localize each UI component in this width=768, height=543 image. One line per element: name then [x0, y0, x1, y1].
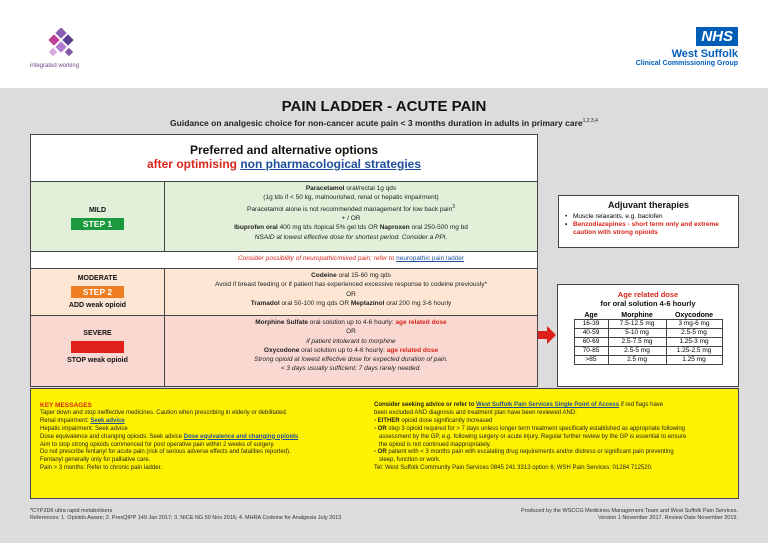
drug-oxycodone: Oxycodone	[263, 346, 300, 354]
mild-line-1	[165, 184, 537, 193]
oxycodone-cell: 1.25 mg	[666, 356, 722, 365]
age-cell: 70-85	[574, 347, 608, 356]
preferred-prefix: after optimising	[146, 157, 241, 171]
key-line	[374, 426, 732, 434]
morphine-cell: 2.5-5 mg	[608, 347, 666, 356]
key-text: - OR	[374, 425, 387, 432]
neuropathic-note	[165, 255, 537, 262]
key-line: Hepatic impairment: Seek advice	[40, 425, 128, 432]
moderate-action: ADD weak opioid	[68, 302, 127, 309]
neuropathic-row	[31, 252, 537, 269]
logo-tagline: integrated working	[30, 63, 80, 69]
key-line: Tel: West Suffolk Community Pain Services 0845 241 3313 option 6; WSH Pain Services: 01284 712520.	[374, 465, 653, 472]
severe-label	[31, 316, 165, 386]
page-subtitle	[0, 118, 768, 128]
drug-naproxen: Naproxen	[379, 224, 410, 232]
oxycodone-cell: 1.25-2.5 mg	[666, 347, 722, 356]
page-title: PAIN LADDER - ACUTE PAIN	[281, 98, 487, 115]
pain-services-link[interactable]: West Suffolk Pain Services Single Point of Access	[476, 402, 620, 408]
dose-equivalence-link[interactable]: Dose equivalence and changing opioids	[183, 433, 299, 440]
drug-tramadol: Tramadol	[250, 299, 280, 307]
references: References: 1. Opioids Aware; 2. PresQIPP 149 Jan 2017; 3. NICE NG 59 Nov 2016; 4. MHRA Codeine for Analgesia July 2013	[30, 515, 342, 521]
moderate-l4-mid: oral 50-100 mg qds OR	[279, 299, 351, 307]
severe-action: STOP weak opioid	[67, 357, 128, 364]
integrated-working-logo	[30, 28, 100, 74]
step-severe-row	[31, 316, 537, 386]
step-3-badge: STEP 3	[71, 341, 124, 353]
moderate-line-1	[165, 271, 537, 280]
key-text: step 3 opioid required for > 7 days unless longer term treatment specifically established as appropriate following	[386, 425, 686, 432]
header	[0, 0, 768, 88]
key-text: opioid dose significantly increased	[399, 417, 493, 424]
severe-line-6: < 3 days usually sufficient; 7 days rarely needed.	[280, 365, 422, 373]
table-row	[574, 338, 722, 347]
oxycodone-age-dose-link[interactable]: age related dose	[386, 346, 439, 354]
mild-line-5	[165, 223, 537, 232]
step-moderate-row	[31, 269, 537, 316]
org-subtitle: Clinical Commissioning Group	[635, 60, 738, 67]
moderate-body	[165, 269, 537, 315]
col-header: Age	[584, 312, 598, 319]
nhs-badge: NHS	[696, 27, 738, 46]
version: Version 1 November 2017. Review Date November 2019.	[597, 515, 738, 521]
integrated-working-icon	[44, 28, 78, 60]
age-cell: 60-69	[574, 338, 608, 347]
key-line: Fentanyl generally only for palliative care.	[40, 457, 151, 464]
key-line: Do not prescribe fentanyl for acute pain (risk of serious adverse effects and fatalities reported).	[40, 449, 291, 456]
key-text: Consider seeking advice or refer to	[374, 402, 477, 408]
age-cell: 16-39	[574, 320, 608, 329]
dose-table	[574, 312, 723, 365]
arrow-right-icon	[538, 326, 556, 344]
mild-l5-mid: 400 mg tds /topical 5% gel tds OR	[277, 224, 380, 232]
moderate-line-3: OR	[346, 290, 356, 298]
key-line: the opioid is not continued inappropriately.	[379, 441, 491, 448]
oxycodone-cell: 2.5-5 mg	[666, 329, 722, 338]
main-panel	[0, 88, 768, 543]
moderate-l1-rest: oral 15-60 mg qds	[336, 272, 391, 279]
drug-ibuprofen: Ibuprofen oral	[234, 224, 278, 232]
key-line: Pain > 3 months: Refer to chronic pain ladder.	[40, 465, 162, 472]
severity-name: MILD	[88, 207, 107, 214]
moderate-line-4	[165, 299, 537, 308]
mild-l1-rest: oral/rectal 1g qds	[344, 185, 397, 192]
key-text: Renal impairment:	[40, 417, 91, 424]
key-text: patient with < 3 months pain with escalating drug requirements and/or distress or significant pain preventing	[386, 449, 674, 456]
pain-ladder	[30, 134, 538, 387]
key-line: been excluded AND diagnosis and treatment plan have been reviewed AND:	[374, 409, 577, 416]
adjuvant-item: • Muscle relaxants, e.g. baclofen	[565, 213, 732, 221]
morphine-cell: 2.5-7.5 mg	[608, 338, 666, 347]
neuropathic-ladder-link[interactable]: neuropathic pain ladder	[396, 255, 465, 262]
key-text: Dose equivalence and changing opioids: Seek advice	[40, 433, 184, 440]
mild-line-2: (1g tds if < 50 kg, malnourished, renal or hepatic impairment)	[263, 194, 439, 202]
severe-l4-rest: oral solution up to 4-6 hourly:	[299, 346, 387, 354]
subtitle-refs: 1,2,3,4	[582, 118, 598, 125]
table-row	[574, 329, 722, 338]
org-name: West Suffolk	[671, 48, 738, 60]
preferred-options	[31, 135, 537, 182]
severity-name: SEVERE	[83, 330, 112, 337]
oxycodone-cell: 3 mg-6 mg	[666, 320, 722, 329]
key-text: - OR	[374, 449, 387, 456]
mild-body	[165, 182, 537, 251]
key-line	[374, 449, 732, 457]
oxycodone-cell: 1.25-3 mg	[666, 338, 722, 347]
severity-name: MODERATE	[77, 275, 118, 282]
adjuvant-list	[565, 213, 732, 237]
neuro-text: Consider possibility of neuropathic/mixed pain; refer to	[237, 255, 397, 262]
col-header: Oxycodone	[674, 312, 714, 319]
morphine-cell: 5-10 mg	[608, 329, 666, 338]
footer-left	[30, 508, 341, 522]
age-related-dose-table	[557, 284, 739, 387]
key-line: Taper down and stop ineffective medicines. Caution when prescribing in elderly or debilitated.	[40, 409, 288, 416]
age-table-subtitle: for oral solution 4-6 hourly	[600, 299, 696, 308]
mild-label	[31, 182, 165, 251]
age-cell: >85	[574, 356, 608, 365]
morphine-age-dose-link[interactable]: age related dose	[395, 319, 447, 326]
severe-line-4	[165, 346, 537, 355]
produced-by: Produced by the WSCCG Medicines Management Team and West Suffolk Pain Services.	[520, 508, 738, 514]
preferred-heading: Preferred and alternative options	[189, 143, 379, 157]
age-cell: 40-59	[574, 329, 608, 338]
severe-body	[165, 316, 537, 386]
table-row	[574, 356, 722, 365]
severe-line-3: if patient intolerant to morphine	[306, 337, 396, 345]
non-pharma-link[interactable]: non pharmacological strategies	[240, 157, 422, 171]
mild-line-3	[165, 203, 537, 214]
step-mild-row	[31, 182, 537, 252]
moderate-label	[31, 269, 165, 315]
col-header: Morphine	[621, 312, 653, 319]
drug-paracetamol: Paracetamol	[305, 185, 345, 192]
severe-line-2: OR	[346, 328, 356, 336]
key-line	[374, 402, 732, 410]
severe-l1-rest: oral solution up to 4-6 hourly:	[307, 319, 396, 326]
key-messages-left	[40, 402, 370, 473]
preferred-subheading	[31, 157, 537, 171]
subtitle-text: Guidance on analgesic choice for non-cancer acute pain < 3 months duration in adults in primary care	[170, 118, 583, 128]
seek-advice-link[interactable]: Seek advice	[90, 417, 125, 424]
morphine-cell: 2.5 mg	[608, 356, 666, 365]
key-line: assessment by the GP, e.g. following surgery or acute injury. Regular further review by the GP is essential to ensure	[379, 433, 687, 440]
adjuvant-item: • Benzodiazepines - short term only and extreme caution with strong opioids	[565, 221, 732, 237]
key-line: Aim to stop strong opioids commenced for post operative pain within 2 weeks of surgery.	[40, 441, 275, 448]
moderate-line-2: Avoid if breast feeding or if patient has experienced excessive response to codeine previously*	[215, 281, 487, 289]
age-table-title: Age related dose	[617, 290, 679, 299]
key-heading: KEY MESSAGES	[40, 402, 92, 409]
drug-meptazinol: Meptazinol	[350, 299, 385, 307]
table-row	[574, 320, 722, 329]
key-messages-right	[374, 402, 732, 473]
step-2-badge: STEP 2	[71, 286, 124, 298]
nhs-logo	[636, 27, 738, 67]
drug-morphine: Morphine Sulfate	[255, 319, 308, 326]
footer-right	[521, 508, 738, 522]
key-line: sleep, function or work.	[379, 457, 441, 464]
key-line	[40, 418, 370, 426]
footnote: *CYP2D6 ultra rapid metabolisers	[30, 508, 113, 514]
moderate-l4-rest: oral 200 mg 3-6 hourly	[384, 299, 452, 307]
mild-l5-rest: oral 250-500 mg bd	[409, 224, 468, 232]
key-line	[40, 434, 370, 442]
adjuvant-title: Adjuvant therapies	[607, 200, 690, 210]
key-messages	[30, 388, 739, 499]
drug-codeine: Codeine	[311, 272, 337, 279]
morphine-cell: 7.5-12.5 mg	[608, 320, 666, 329]
step-1-badge: STEP 1	[71, 218, 124, 230]
mild-line-4: + / OR	[341, 215, 361, 223]
mild-l3-text: Paracetamol alone is not recommended management for low back pain	[246, 205, 453, 213]
table-row	[574, 347, 722, 356]
key-text: - EITHER	[374, 417, 400, 424]
mild-line-6: NSAID at lowest effective dose for shortest period. Consider a PPI.	[254, 233, 448, 241]
key-text: if red flags have	[619, 402, 664, 408]
adjuvant-therapies	[558, 195, 739, 248]
severe-line-5: Strong opioid at lowest effective dose for expected duration of pain.	[254, 356, 448, 364]
mild-l3-ref: 3	[452, 203, 455, 210]
key-line	[374, 418, 732, 426]
severe-line-1	[165, 318, 537, 327]
